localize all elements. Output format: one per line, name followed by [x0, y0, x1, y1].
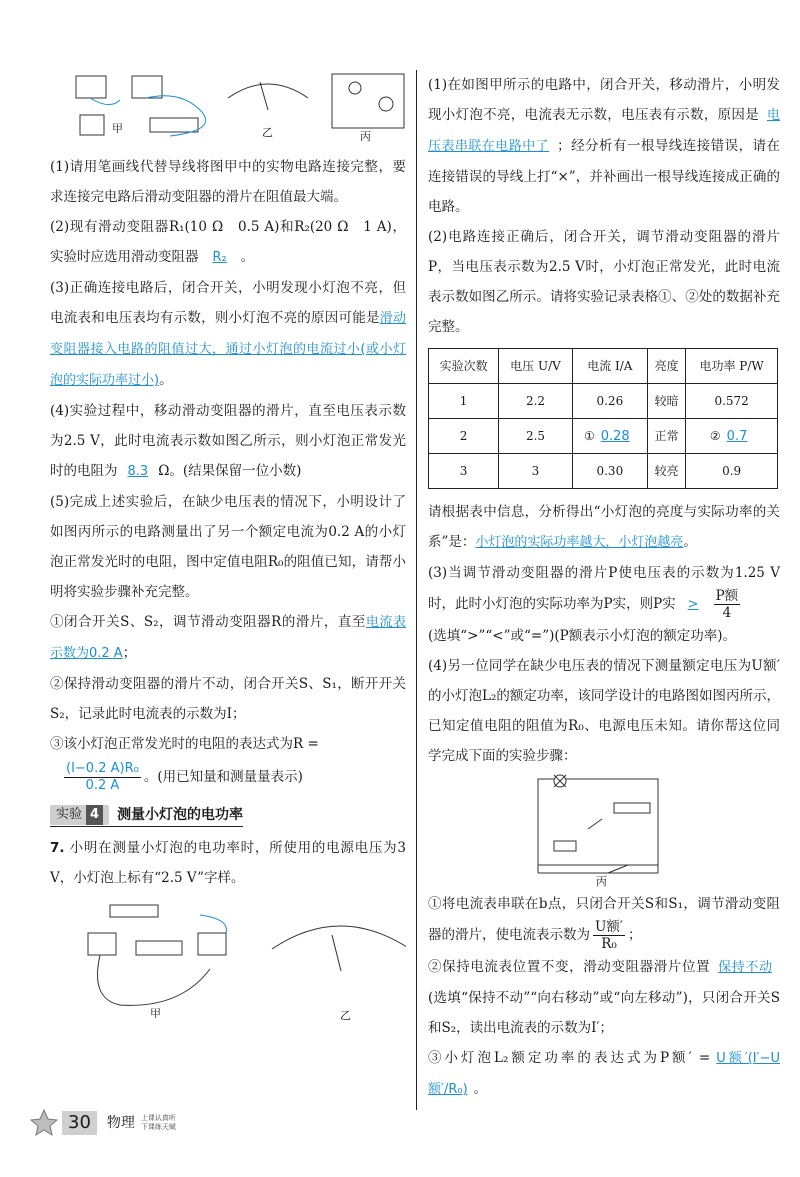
figure-label-bing-2: 丙	[596, 875, 607, 888]
section-tag: 实验 4	[50, 805, 109, 825]
step-1: ①闭合开关S、S₂，调节滑动变阻器R的滑片，直至电流表示数为0.2 A；	[50, 614, 406, 661]
bottom-figures	[50, 899, 406, 1027]
circuit-diagram	[428, 771, 780, 889]
table-cell: 3	[429, 454, 499, 489]
question-2: (2)现有滑动变阻器R₁(10 Ω 0.5 A)和R₂(20 Ω 1 A)，实验时应选用滑动变阻器 R₂ 。	[50, 219, 406, 265]
section-banner	[50, 804, 243, 827]
answer-part-2b: 小灯泡的实际功率越大，小灯泡越亮	[475, 535, 684, 550]
step-r2: ②保持电流表位置不变，滑动变阻器滑片位置 保持不动(选填“保持不动”“向右移动”或“向左移动”)，只闭合开关S和S₂，读出电流表的示数为I′；	[428, 959, 780, 1036]
table-cell: ② 0.7	[686, 419, 778, 454]
answer-3: 滑动变阻器接入电路的阻值过大，通过小灯泡的电流过小(或小灯泡的实际功率过小)	[50, 311, 406, 388]
table-cell: 2	[429, 419, 499, 454]
mascot-star-icon	[30, 1109, 58, 1137]
part-3: (3)当调节滑动变阻器的滑片P使电压表的示数为1.25 V时，此时小灯泡的实际功率为P实，则P实 > $\frac{\text{P额}}{4}$	[428, 565, 780, 621]
answer-table-1: 0.28	[600, 428, 630, 444]
question-5: (5)完成上述实验后，在缺少电压表的情况下，小明设计了如图丙所示的电路测量出了另一个额定电流为0.2 A的小灯泡正常发光时的电阻，图中定值电阻R₀的阻值已知，请帮小明将实验步骤补充完整。	[50, 494, 406, 600]
subject-label: 物理	[106, 1115, 135, 1131]
footer-slogan: 上课认真听 下课练天赋	[140, 1114, 176, 1131]
table-cell: 2.2	[499, 384, 573, 419]
table-header-row	[429, 349, 778, 384]
table-header: 电功率 P/W	[686, 349, 778, 384]
page-footer	[30, 1108, 176, 1138]
table-cell: 0.26	[572, 384, 647, 419]
figure-label-yi-2: 乙	[340, 1009, 351, 1022]
table-header: 电流 I/A	[572, 349, 647, 384]
page-number: 30	[62, 1111, 97, 1135]
figure-label-jia: 甲	[112, 122, 123, 135]
part-4: (4)另一位同学在缺少电压表的情况下测量额定电压为U额′的小灯泡L₂的额定功率，该同学设计的电路图如图丙所示，已知定值电阻的阻值为R₀、电源电压未知。请你帮这位同学完成下面的实验步骤：	[428, 658, 780, 764]
part-2-analysis: 请根据表中信息，分析得出“小灯泡的亮度与实际功率的关系”是：小灯泡的实际功率越大，小灯泡越亮。	[428, 504, 780, 550]
step-3-answer: $\frac{\text{(I−0.2 A)R₀}}{0.2 A}$ 。(用已知量和测量量表示)	[66, 761, 303, 793]
answer-step-r3: U额′(I′−U额′/R₀)	[428, 1051, 780, 1097]
fraction-p-rated-4: $\frac{\text{P额}}{4}$	[715, 588, 739, 621]
column-divider	[416, 70, 417, 1110]
data-table	[428, 348, 778, 489]
step-r3: ③小灯泡L₂额定功率的表达式为P额′ = U额′(I′−U额′/R₀) 。	[428, 1050, 780, 1097]
question-4: (4)实验过程中，移动滑动变阻器的滑片，直至电压表示数为2.5 V，此时电流表示数如图乙所示，则小灯泡正常发光时的电阻为 8.3 Ω。(结果保留一位小数)	[50, 403, 406, 479]
table-row	[429, 419, 778, 454]
circuit-bing-figure	[428, 771, 780, 889]
step-2: ②保持滑动变阻器的滑片不动，闭合开关S、S₁，断开开关S₂，记录此时电流表的示数为I；	[50, 676, 406, 722]
answer-step-1: 电流表示数为0.2 A	[50, 615, 406, 661]
table-row	[429, 454, 778, 489]
question-3: (3)正确连接电路后，闭合开关，小明发现小灯泡不亮，但电流表和电压表均有示数，则小灯泡不亮的原因可能是滑动变阻器接入电路的阻值过大，通过小灯泡的电流过小(或小灯泡的实际功率过小)。	[50, 280, 406, 388]
table-cell: 0.572	[686, 384, 778, 419]
table-cell: 2.5	[499, 419, 573, 454]
answer-part-3: >	[687, 597, 699, 612]
table-cell: ① 0.28	[572, 419, 647, 454]
question-7: 7. 小明在测量小灯泡的电功率时，所使用的电源电压为3 V，小灯泡上标有“2.5 V”字样。	[50, 840, 406, 886]
part-3-tail: (选填“>”“<”或“=”)(P额表示小灯泡的额定功率)。	[428, 628, 736, 644]
table-cell: 1	[429, 384, 499, 419]
answer-4: 8.3	[127, 464, 149, 479]
answer-part-1: 电压表串联在电路中了	[428, 108, 780, 154]
fraction-u-rated-r0: $\frac{\text{U额′}}{\text{R₀}}$	[595, 919, 623, 952]
top-figures	[50, 70, 406, 152]
figure-label-yi: 乙	[262, 126, 273, 139]
part-2: (2)电路连接正确后，闭合开关，调节滑动变阻器的滑片P，当电压表示数为2.5 V时，小灯泡正常发光，此时电流表示数如图乙所示。请将实验记录表格①、②处的数据补充完整。	[428, 229, 780, 335]
table-header: 亮度	[647, 349, 685, 384]
section-title: 测量小灯泡的电功率	[117, 807, 244, 823]
question-1: (1)请用笔画线代替导线将图甲中的实物电路连接完整，要求连接完电路后滑动变阻器的滑片在阻值最大端。	[50, 159, 406, 205]
table-header: 实验次数	[429, 349, 499, 384]
table-cell: 较暗	[647, 384, 685, 419]
left-column	[50, 70, 406, 1027]
step-r1: ①将电流表串联在b点，只闭合开关S和S₁，调节滑动变阻器的滑片，使电流表示数为 $\frac{\text{U额′}}{\text{R₀}}$ ；	[428, 896, 780, 952]
table-cell: 3	[499, 454, 573, 489]
table-cell: 较亮	[647, 454, 685, 489]
circuit-apparatus-figure	[50, 70, 406, 152]
answer-table-2: 0.7	[726, 428, 748, 444]
table-cell: 正常	[647, 419, 685, 454]
experiment-apparatus-figure	[50, 899, 406, 1027]
figure-label-bing: 丙	[360, 130, 371, 143]
part-1: (1)在如图甲所示的电路中，闭合开关，移动滑片，小明发现小灯泡不亮，电流表无示数，电压表有示数，原因是 电压表串联在电路中了 ；经分析有一根导线连接错误，请在连接错误的导线上打“×”，并补画出一根导线连接成正确的电路。	[428, 77, 780, 215]
table-cell: 0.30	[572, 454, 647, 489]
answer-step-3-fraction: $\frac{\text{(I−0.2 A)R₀}}{0.2 A}$	[66, 761, 139, 793]
right-column	[428, 70, 780, 1105]
answer-step-r2: 保持不动	[718, 960, 772, 975]
step-3: ③该小灯泡正常发光时的电阻的表达式为R =	[50, 736, 319, 752]
table-cell: 0.9	[686, 454, 778, 489]
table-header: 电压 U/V	[499, 349, 573, 384]
table-row	[429, 384, 778, 419]
figure-label-jia-2: 甲	[150, 1007, 161, 1020]
answer-2: R₂	[212, 250, 227, 265]
